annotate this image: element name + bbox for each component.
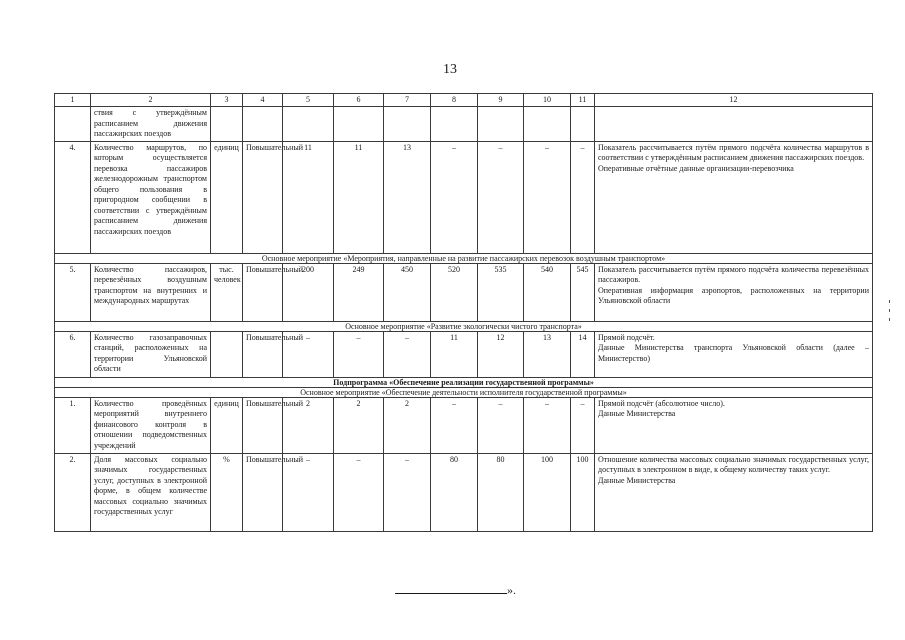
value-cell: – (384, 331, 431, 377)
closing-quote: ». (507, 583, 516, 597)
indicator-row (55, 141, 873, 253)
value-cell: 520 (431, 263, 478, 321)
value-cell: 80 (431, 453, 478, 531)
column-header: 9 (478, 94, 524, 107)
row-number-cell (55, 107, 91, 142)
note-text: Отношение количества массовых социально значимых государственных услуг, доступных в электронном в виде, к общему количеству таких услуг. (598, 454, 869, 474)
section-heading-eco (55, 321, 873, 331)
indicator-name-cell: Количество газозаправочных станций, расположенных на территории Ульяновской области (91, 331, 211, 377)
section-heading-exec (55, 387, 873, 397)
row-number-cell: 6. (55, 331, 91, 377)
column-header: 8 (431, 94, 478, 107)
section-heading-air-text: Основное мероприятие «Мероприятия, направленные на развитие пассажирских перевозок воздушным транспортом» (55, 253, 873, 263)
value-cell: – (384, 453, 431, 531)
indicator-type-cell: Повышательный (243, 331, 283, 377)
column-header: 1 (55, 94, 91, 107)
value-cell: 249 (334, 263, 384, 321)
value-cell: – (283, 331, 334, 377)
value-cell: – (431, 141, 478, 253)
value-cell: 100 (524, 453, 571, 531)
value-cell: 535 (478, 263, 524, 321)
note-text: Показатель рассчитывается путём прямого подсчёта количества маршрутов в соответствии с утверждённым расписанием движения пассажирских поездов. (598, 142, 869, 162)
notes-cell (595, 397, 873, 453)
subprogram-heading (55, 377, 873, 387)
indicator-name-cell: Количество пассажиров, перевезённых воздушным транспортом на внутренних и международных маршрутах (91, 263, 211, 321)
column-header: 10 (524, 94, 571, 107)
value-cell: 13 (524, 331, 571, 377)
note-text: Данные Министерства (598, 409, 676, 418)
margin-marks (889, 300, 891, 327)
column-header: 12 (595, 94, 873, 107)
value-cell: 450 (384, 263, 431, 321)
note-text: Прямой подсчёт (абсолютное число). (598, 398, 725, 408)
indicator-name-cell: Доля массовых социально значимых государственных услуг, доступных в электронной форме, в общем количестве массовых социально значимых государственных услуг (91, 453, 211, 531)
notes-cell (595, 263, 873, 321)
unit-cell: единиц (211, 141, 243, 253)
indicator-name-cell: Количество маршрутов, по которым осуществляется перевозка пассажиров железнодорожным транспортом общего пользования в пригородном сообщении в соответствии с утверждённым расписанием движения пассажирских поездов (91, 141, 211, 253)
value-cell: – (334, 453, 384, 531)
value-cell: 200 (283, 263, 334, 321)
unit-cell: единиц (211, 397, 243, 453)
continued-row (55, 107, 873, 142)
signature-blank (395, 583, 507, 594)
column-header: 2 (91, 94, 211, 107)
row-number-cell: 2. (55, 453, 91, 531)
value-cell: – (524, 397, 571, 453)
row-number-cell: 4. (55, 141, 91, 253)
column-header: 6 (334, 94, 384, 107)
section-heading-air (55, 253, 873, 263)
value-cell: 13 (384, 141, 431, 253)
value-cell: 2 (283, 397, 334, 453)
note-text: Оперативные отчётные данные организации-перевозчика (598, 163, 794, 173)
value-cell: 12 (478, 331, 524, 377)
indicator-type-cell: Повышательный (243, 397, 283, 453)
value-cell: – (478, 397, 524, 453)
value-cell: – (571, 141, 595, 253)
indicator-name-cell: Количество проведённых мероприятий внутреннего финансового контроля в отношении подведомственных учреждений (91, 397, 211, 453)
column-header: 11 (571, 94, 595, 107)
indicator-type-cell: Повышательный (243, 141, 283, 253)
indicators-table (54, 93, 873, 532)
value-cell: – (524, 141, 571, 253)
closing-line (395, 583, 516, 598)
page-number: 13 (443, 62, 457, 77)
value-cell: 2 (384, 397, 431, 453)
value-cell: – (571, 397, 595, 453)
value-cell: 80 (478, 453, 524, 531)
value-cell: 540 (524, 263, 571, 321)
column-header: 7 (384, 94, 431, 107)
unit-cell: тыс. человек (211, 263, 243, 321)
indicator-type-cell: Повышательный (243, 263, 283, 321)
indicator-name-cell: ствия с утверждённым расписанием движения пассажирских поездов (91, 107, 211, 142)
value-cell: – (478, 141, 524, 253)
note-text: Данные Министерства транспорта Ульяновской области (далее – Министерство) (598, 343, 869, 363)
value-cell: – (283, 453, 334, 531)
value-cell: 11 (431, 331, 478, 377)
section-heading-eco-text: Основное мероприятие «Развитие экологически чистого транспорта» (55, 321, 873, 331)
unit-cell: % (211, 453, 243, 531)
note-text: Данные Министерства (598, 475, 676, 485)
indicator-row (55, 453, 873, 531)
row-number-cell: 5. (55, 263, 91, 321)
value-cell: – (431, 397, 478, 453)
unit-cell (211, 331, 243, 377)
column-header: 5 (283, 94, 334, 107)
indicator-row (55, 331, 873, 377)
value-cell: 11 (334, 141, 384, 253)
value-cell: 545 (571, 263, 595, 321)
value-cell: – (334, 331, 384, 377)
column-number-row (55, 94, 873, 107)
notes-cell (595, 453, 873, 531)
section-heading-exec-text: Основное мероприятие «Обеспечение деятельности исполнителя государственной программы» (55, 387, 873, 397)
column-header: 4 (243, 94, 283, 107)
note-text: Оперативная информация аэропортов, расположенных на территории Ульяновской области (598, 285, 869, 305)
value-cell: 14 (571, 331, 595, 377)
indicator-row (55, 397, 873, 453)
value-cell: 2 (334, 397, 384, 453)
note-text: Прямой подсчёт. (598, 332, 655, 342)
note-text: Показатель рассчитывается путём прямого подсчёта количества перевезённых пассажиров. (598, 264, 869, 284)
notes-cell (595, 141, 873, 253)
subprogram-heading-text: Подпрограмма «Обеспечение реализации государственной программы» (55, 377, 873, 387)
column-header: 3 (211, 94, 243, 107)
value-cell: 11 (283, 141, 334, 253)
notes-cell (595, 331, 873, 377)
indicator-type-cell: Повышательный (243, 453, 283, 531)
value-cell: 100 (571, 453, 595, 531)
indicator-row (55, 263, 873, 321)
row-number-cell: 1. (55, 397, 91, 453)
